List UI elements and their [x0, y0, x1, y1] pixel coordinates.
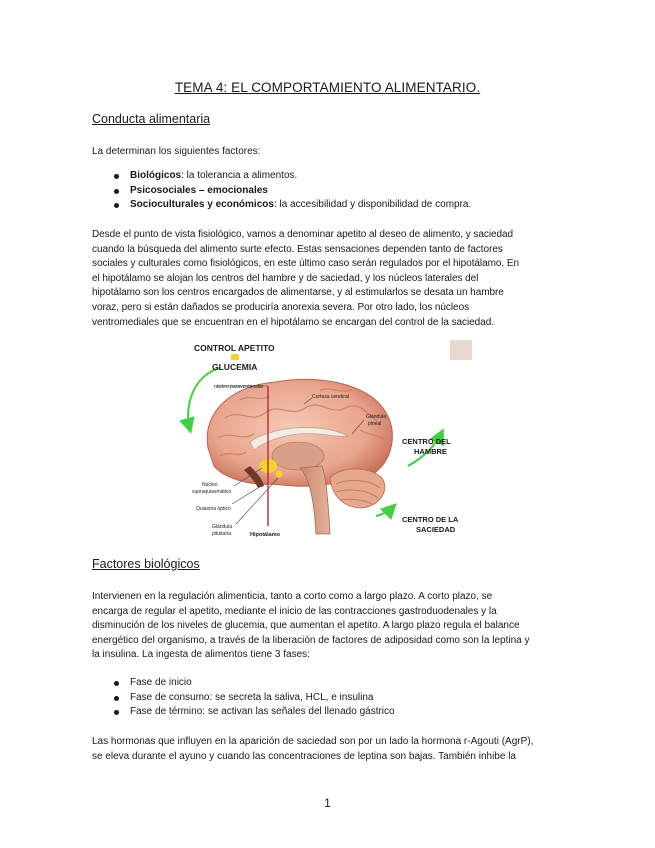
- text-line: energético del organismo, a través de la liberación de factores de adiposidad como son la leptina y: [92, 634, 530, 646]
- phases-list: [92, 676, 395, 720]
- label-centro-saciedad-2: SACIEDAD: [416, 525, 456, 534]
- label-nucleo-paraventricular: núcleo paraventricular: [214, 384, 264, 390]
- paragraph-factores: [92, 590, 567, 663]
- text-line: el hipotálamo se alojan los centros del hambre y de saciedad, y los núcleos laterales del: [92, 272, 479, 284]
- label-control-apetito: CONTROL APETITO: [194, 343, 275, 353]
- label-centro-hambre-2: HAMBRE: [414, 447, 447, 456]
- corner-image-fragment: [450, 340, 472, 360]
- paragraph-hormonas: [92, 735, 567, 764]
- text-line: se eleva durante el ayuno y cuando las concentraciones de leptina son bajas. También inhibe la: [92, 750, 516, 762]
- label-glandula-pituitaria-2: pituitaria: [212, 531, 231, 537]
- bullet-icon: [114, 174, 119, 179]
- list-item: Fase de inicio: [92, 676, 395, 691]
- list-item: Fase de consumo: se secreta la saliva, HCL, e insulina: [92, 691, 395, 706]
- label-hipotalamo: Hipotálamo: [250, 532, 280, 538]
- section-heading-conducta: Conducta alimentaria: [92, 112, 211, 126]
- factors-list: [92, 169, 471, 213]
- arrow-centro-saciedad: [376, 506, 394, 516]
- text-line: la insulina. La ingesta de alimentos tiene 3 fases:: [92, 649, 310, 661]
- bullet-icon: [114, 696, 119, 701]
- cerebellum: [330, 469, 385, 508]
- pituitary-highlight: [276, 471, 283, 478]
- label-glucemia: GLUCEMIA: [212, 362, 258, 372]
- label-nucleo-supra-2: supraquiasmático: [192, 489, 232, 495]
- section-heading-factores: Factores biológicos: [92, 557, 200, 571]
- intro-text: La determinan los siguientes factores:: [92, 146, 261, 157]
- bullet-icon: [114, 681, 119, 686]
- text-line: sociales y culturales como fisiológicos, en este último caso serán regulados por el hipotálamo. En: [92, 258, 519, 270]
- text-line: Intervienen en la regulación alimenticia, tanto a corto como a largo plazo. A corto plazo, se: [92, 591, 493, 602]
- list-item: Biológicos: la tolerancia a alimentos.: [92, 169, 471, 184]
- text-line: encarga de regular el apetito, mediante el inicio de las contracciones gastroduodenales y la: [92, 605, 497, 617]
- list-item: Socioculturales y económicos: la accesibilidad y disponibilidad de compra.: [92, 198, 471, 213]
- thalamus: [272, 442, 324, 470]
- text-line: ventromediales que se encuentran en el hipotálamo se encargan del control de la saciedad.: [92, 316, 494, 328]
- bullet-icon: [114, 189, 119, 194]
- text-line: Desde el punto de vista fisiológico, vamos a denominar apetito al deseo de alimento, y saciedad: [92, 229, 514, 240]
- label-glandula-pineal-2: pineal: [368, 421, 382, 427]
- label-corteza-cerebral: Corteza cerebral: [312, 394, 349, 400]
- text-line: Las hormonas que influyen en la aparición de saciedad son por un lado la hormona r-Agouti (AgrP),: [92, 736, 534, 747]
- label-glandula-pituitaria-1: Glándula: [212, 524, 233, 530]
- text-line: cuando la búsqueda del alimento surte efecto. Estas sensaciones dependen tanto de factores: [92, 243, 503, 255]
- label-centro-hambre-1: CENTRO DEL: [402, 437, 451, 446]
- list-item: Fase de término: se activan las señales del llenado gástrico: [92, 705, 395, 720]
- text-line: voraz, pero si están dañados se produciría anorexia severa. Por otro lado, los núcleos: [92, 301, 470, 313]
- text-line: disminución de los niveles de glucemia, que aumentan el apetito. A largo plazo regula el balance: [92, 620, 520, 632]
- page-number: 1: [324, 796, 331, 810]
- text-line: hipotálamo son los centros encargados de alimentarse, y al estimularlos se desata un hambre: [92, 287, 504, 299]
- glucemia-arrow-icon: [231, 354, 239, 360]
- brain-diagram: [180, 338, 472, 550]
- bullet-icon: [114, 710, 119, 715]
- list-item: Psicosociales – emocionales: [92, 184, 471, 199]
- label-glandula-pineal-1: Glándula: [366, 414, 387, 420]
- label-centro-saciedad-1: CENTRO DE LA: [402, 515, 459, 524]
- label-quiasma-optico: Quiasma óptico: [196, 506, 231, 512]
- bullet-icon: [114, 203, 119, 208]
- label-nucleo-supra-1: Núcleo: [202, 482, 218, 488]
- page-title: TEMA 4: EL COMPORTAMIENTO ALIMENTARIO.: [174, 80, 481, 95]
- paragraph-fisiologico: [92, 228, 567, 330]
